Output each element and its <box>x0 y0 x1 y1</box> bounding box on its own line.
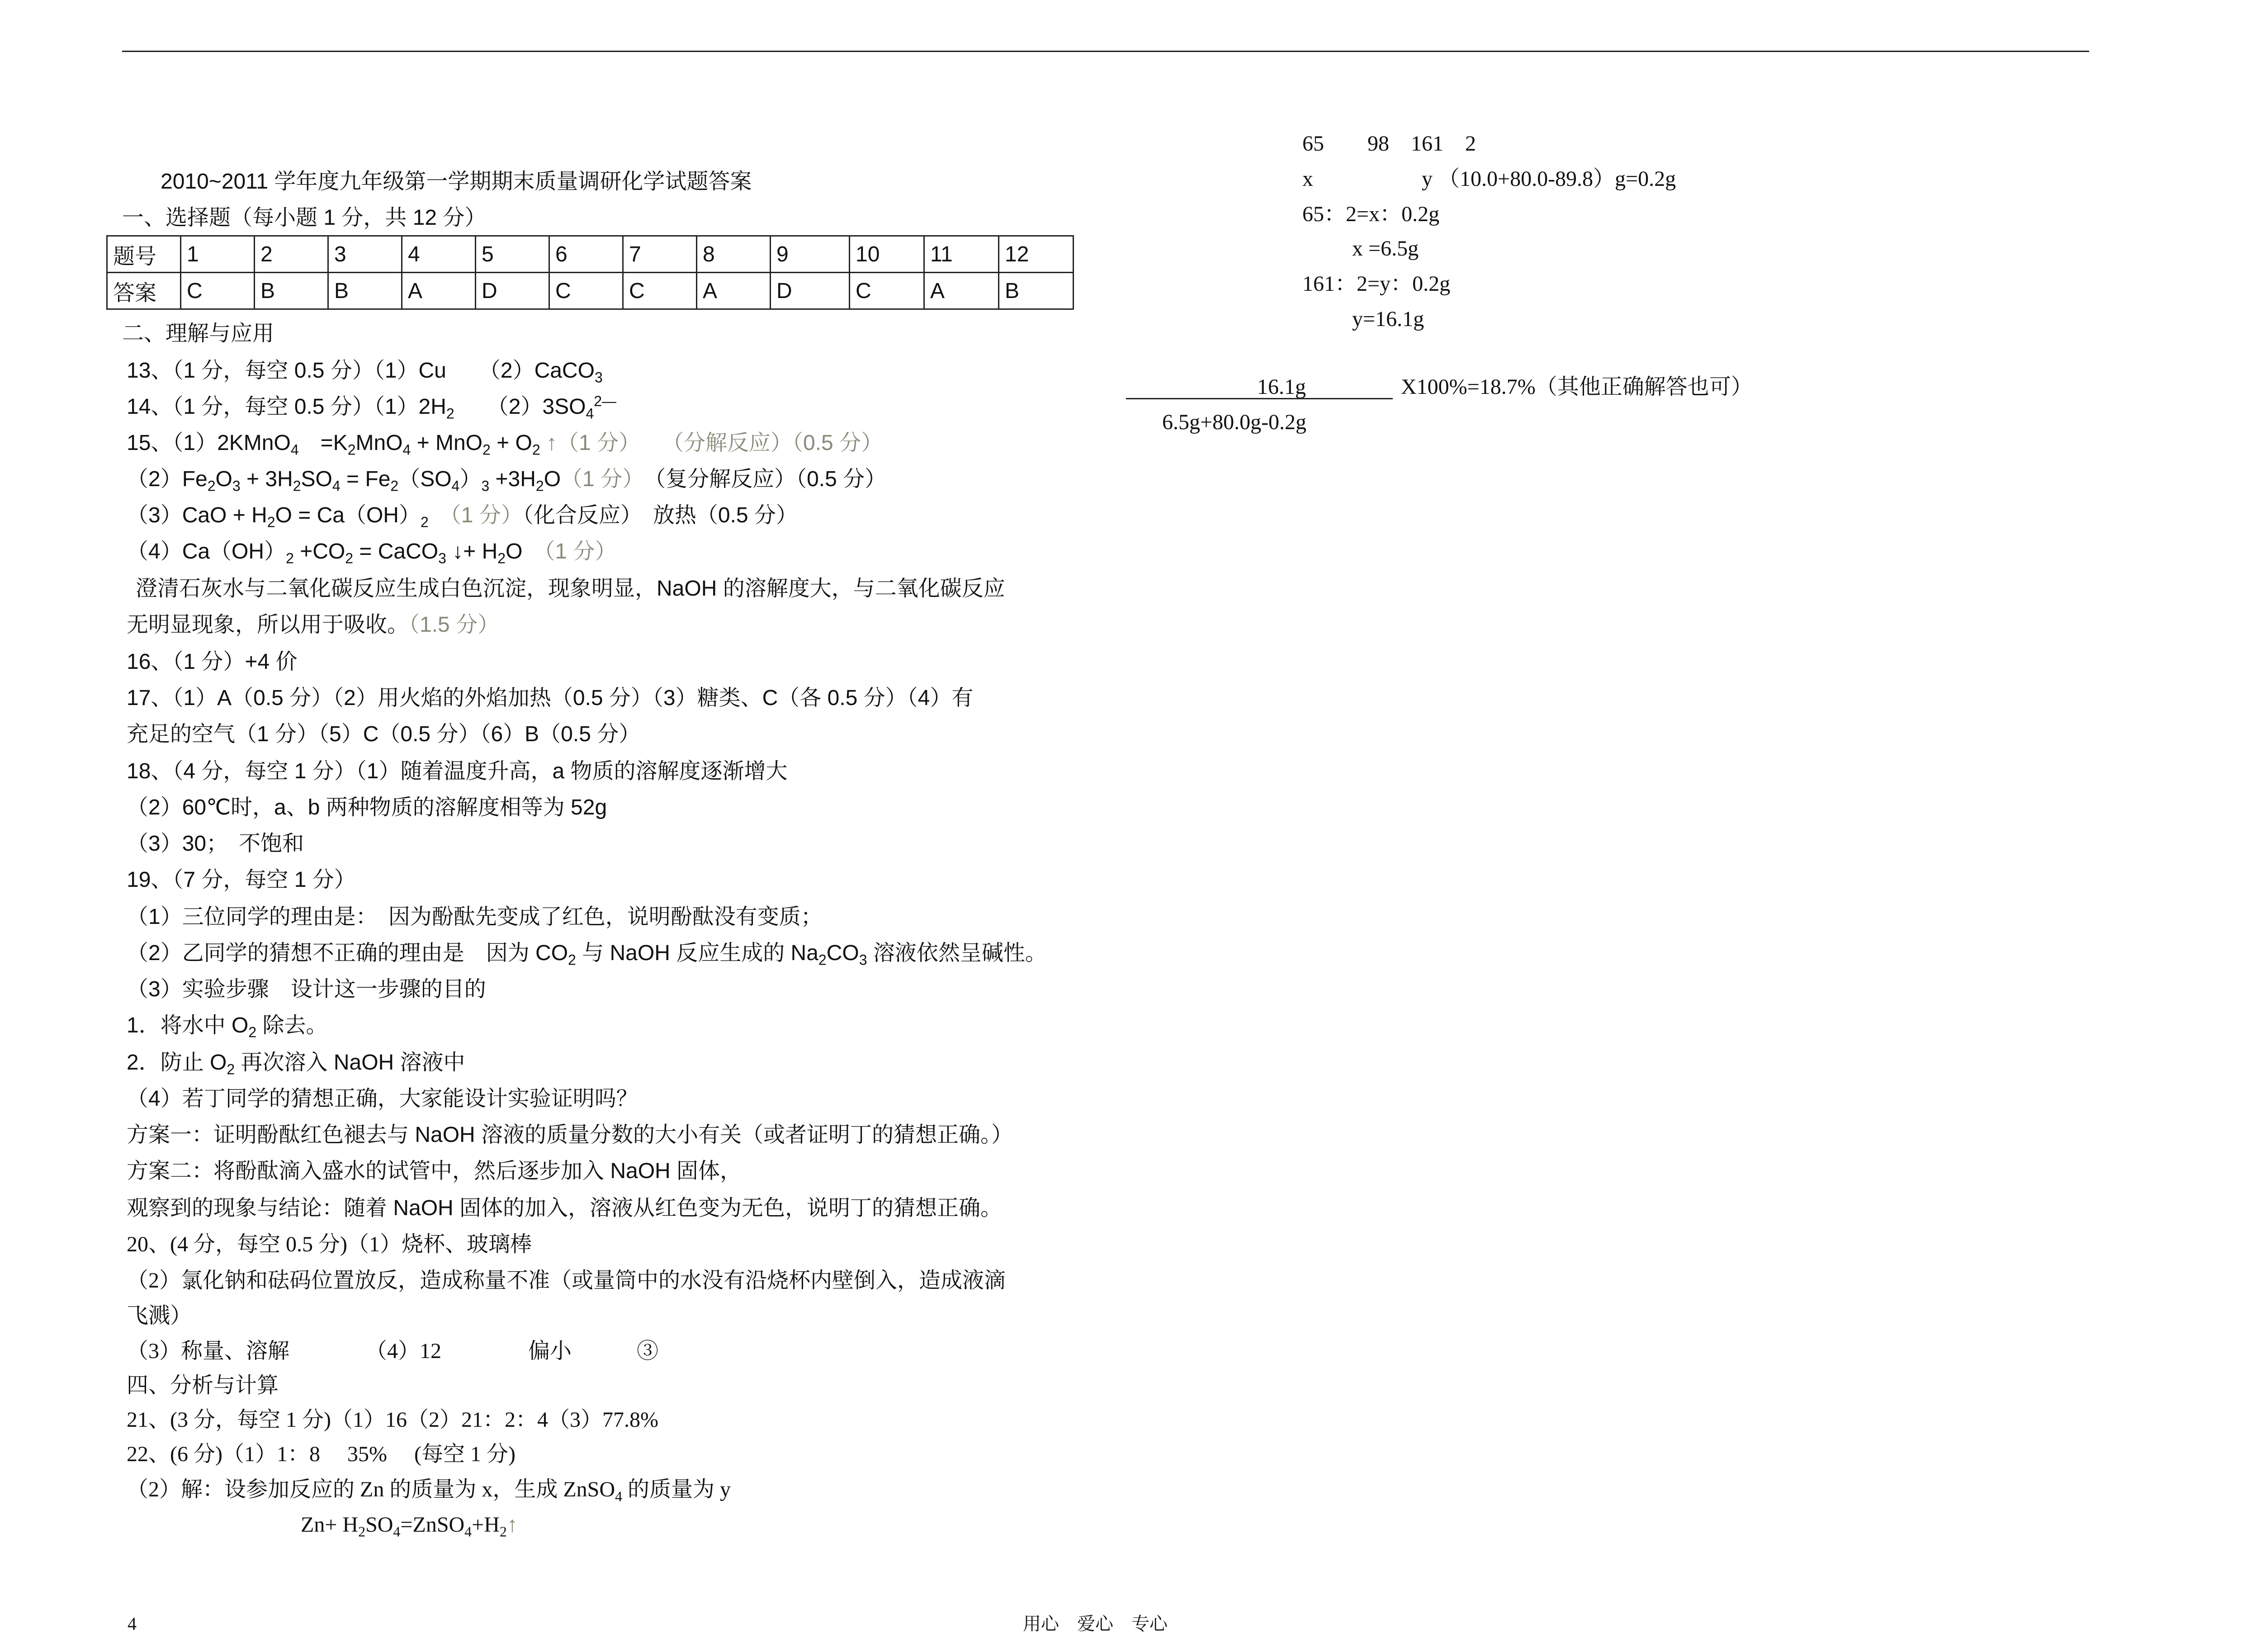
table-cell: C <box>181 273 255 309</box>
table-cell: C <box>549 273 623 309</box>
text: 的质量为 y <box>622 1477 731 1501</box>
table-cell: 12 <box>999 236 1074 273</box>
subscript: 2 <box>497 550 506 567</box>
answer-q17-1: 17、（1）A（0.5 分）（2）用火焰的外焰加热（0.5 分）（3）糖类、C（各 0.5 分）（4）有 <box>127 686 974 710</box>
footer-text: 用心 爱心 专心 <box>1023 1614 1168 1634</box>
text: （复分解反应）（0.5 分） <box>633 467 887 491</box>
text: SO <box>365 1513 393 1537</box>
table-cell: 6 <box>549 236 623 273</box>
text: + 3H <box>240 467 293 491</box>
answer-q15-1 <box>127 430 883 457</box>
subscript: 2 <box>286 550 294 567</box>
answer-q18-1: 18、（4 分，每空 1 分）（1）随着温度升高，a 物质的溶解度逐渐增大 <box>127 759 788 783</box>
answer-q20-3: 飞溅） <box>127 1304 192 1328</box>
text: = Fe <box>340 467 391 491</box>
table-header-label: 题号 <box>107 236 181 273</box>
subscript: 3 <box>859 951 867 968</box>
text: +3H <box>489 467 536 491</box>
text: + O <box>490 431 532 455</box>
table-cell: A <box>697 273 771 309</box>
table-cell: C <box>623 273 697 309</box>
text: ↑（1 分） （分解反应）（0.5 分） <box>540 431 883 455</box>
text: O <box>544 467 561 491</box>
text: 无明显现象，所以用于吸收。 <box>127 613 409 637</box>
section-analysis-heading: 四、分析与计算 <box>127 1373 279 1397</box>
text: 2．防止 O <box>127 1051 227 1075</box>
text: （1 分） <box>544 540 617 563</box>
table-cell: D <box>771 273 850 309</box>
calc-line-2: x y （10.0+80.0-89.8）g=0.2g <box>1302 167 1676 191</box>
table-answer-label: 答案 <box>107 273 181 309</box>
calc-line-4: x =6.5g <box>1352 237 1419 260</box>
text: CO <box>826 941 859 965</box>
text: + MnO <box>411 431 483 455</box>
text: （2）3SO <box>454 395 586 419</box>
subscript: 2 <box>446 405 454 422</box>
table-cell: B <box>255 273 328 309</box>
text: 与 NaOH 反应生成的 Na <box>576 941 818 965</box>
table-cell: 8 <box>697 236 771 273</box>
subscript: 4 <box>332 478 341 494</box>
page-number: 4 <box>128 1614 137 1634</box>
answer-q15-3 <box>127 502 798 529</box>
table-cell: 4 <box>402 236 476 273</box>
table-cell: 3 <box>328 236 402 273</box>
subscript: 2 <box>532 441 540 458</box>
answer-q20-2: （2）氯化钠和砝码位置放反，造成称量不准（或量筒中的水没有沿烧杯内壁倒入，造成液滴 <box>127 1269 1006 1292</box>
table-cell: D <box>476 273 549 309</box>
answer-q19-7: 方案一：证明酚酞红色褪去与 NaOH 溶液的质量分数的大小有关（或者证明丁的猜想正确。） <box>127 1123 1013 1147</box>
answer-q14 <box>127 393 616 421</box>
subscript: 2 <box>227 1061 235 1078</box>
answer-q22-2 <box>127 1476 731 1503</box>
answer-q19-3: （3）实验步骤 设计这一步骤的目的 <box>127 977 486 1001</box>
text: SO <box>301 467 332 491</box>
text: （SO <box>398 467 452 491</box>
text: 15、（1）2KMnO <box>127 431 291 455</box>
subscript: 3 <box>481 478 490 494</box>
calc-line-1: 65 98 161 2 <box>1302 132 1476 156</box>
subscript: 2 <box>347 441 356 458</box>
subscript: 2 <box>499 1523 507 1540</box>
subscript: 4 <box>464 1523 472 1540</box>
calc-line-6: y=16.1g <box>1352 307 1424 331</box>
text: （3）CaO + H <box>127 503 267 527</box>
table-cell: 7 <box>623 236 697 273</box>
subscript: 2 <box>420 514 429 530</box>
text: 溶液依然呈碱性。 <box>867 941 1047 965</box>
subscript: 3 <box>232 478 241 494</box>
text: （化合反应） 放热（0.5 分） <box>522 503 798 527</box>
answer-q18-3: （3）30； 不饱和 <box>127 832 304 856</box>
subscript: 4 <box>451 478 460 494</box>
text: 1．将水中 O <box>127 1013 249 1037</box>
answer-q19-0: 19、（7 分，每空 1 分） <box>127 868 356 892</box>
answer-q19-8: 方案二：将酚酞滴入盛水的试管中，然后逐步加入 NaOH 固体， <box>127 1159 742 1183</box>
answer-q19-6: （4）若丁同学的猜想正确，大家能设计实验证明吗？ <box>127 1087 638 1111</box>
text: O <box>215 467 232 491</box>
text: = CaCO <box>353 540 439 563</box>
answer-q17-2: 充足的空气（1 分）（5）C（0.5 分）（6）B（0.5 分） <box>127 722 641 746</box>
text: Zn+ H <box>301 1513 359 1537</box>
answer-q20-4: （3）称量、溶解 （4）12 偏小 ③ <box>127 1339 659 1363</box>
answer-q22-equation <box>301 1511 518 1538</box>
answer-q15-4 <box>127 538 616 565</box>
subscript: 2 <box>568 951 576 968</box>
answer-q15-6 <box>127 611 499 639</box>
answer-q21: 21、(3 分，每空 1 分)（1）16（2）21：2：4（3）77.8% <box>127 1408 658 1432</box>
table-cell: 1 <box>181 236 255 273</box>
text: MnO <box>355 431 403 455</box>
text: ↓+ H <box>446 540 498 563</box>
table-cell: B <box>328 273 402 309</box>
table-cell: A <box>924 273 999 309</box>
answer-q19-9: 观察到的现象与结论：随着 NaOH 固体的加入，溶液从红色变为无色，说明丁的猜想正确。 <box>127 1196 1003 1220</box>
answer-table <box>106 235 1074 310</box>
subscript: 2 <box>207 478 216 494</box>
answer-q20-1: 20、(4 分，每空 0.5 分)（1）烧杯、玻璃棒 <box>127 1232 532 1256</box>
answer-q22-1: 22、(6 分)（1）1：8 35% (每空 1 分) <box>127 1442 516 1466</box>
subscript: 4 <box>290 441 299 458</box>
answer-q15-2 <box>127 466 886 493</box>
subscript: 2 <box>358 1523 366 1540</box>
fraction-result: X100%=18.7%（其他正确解答也可） <box>1401 375 1753 399</box>
table-cell: 5 <box>476 236 549 273</box>
text: =ZnSO <box>400 1513 465 1537</box>
text: 除去。 <box>256 1013 328 1037</box>
calc-line-5: 161：2=y：0.2g <box>1302 272 1451 296</box>
answer-q19-4 <box>127 1012 328 1039</box>
text: O = Ca（OH） <box>275 503 421 527</box>
text: 14、（1 分，每空 0.5 分）（1）2H <box>127 395 446 419</box>
superscript: 2— <box>594 393 617 409</box>
subscript: 3 <box>594 369 603 386</box>
text: （2）Fe <box>127 467 208 491</box>
answer-q13 <box>127 357 603 384</box>
subscript: 2 <box>267 514 275 530</box>
answer-q19-1: （1）三位同学的理由是： 因为酚酞先变成了红色，说明酚酞没有变质； <box>127 905 823 929</box>
fraction-denominator: 6.5g+80.0g-0.2g <box>1162 410 1307 434</box>
text: 13、（1 分，每空 0.5 分）（1）Cu （2）CaCO <box>127 359 595 383</box>
text: O <box>506 540 523 563</box>
text: （1 分） <box>450 503 523 527</box>
calc-line-3: 65：2=x：0.2g <box>1302 202 1440 226</box>
table-cell: B <box>999 273 1074 309</box>
subscript: 2 <box>293 478 301 494</box>
table-cell: 10 <box>850 236 924 273</box>
subscript: 2 <box>248 1024 257 1041</box>
answer-q16: 16、（1 分）+4 价 <box>127 650 298 674</box>
answer-q19-5 <box>127 1049 465 1076</box>
answer-q18-2: （2）60℃时，a、b 两种物质的溶解度相等为 52g <box>127 795 607 819</box>
text: +CO <box>293 540 345 563</box>
table-cell: 9 <box>771 236 850 273</box>
subscript: 2 <box>535 478 544 494</box>
subscript: 2 <box>345 550 354 567</box>
header-rule <box>122 51 2089 52</box>
table-cell: 11 <box>924 236 999 273</box>
text: （4）Ca（OH） <box>127 540 286 563</box>
table-row-answers <box>107 273 1074 309</box>
subscript: 2 <box>482 441 491 458</box>
answer-q19-2 <box>127 940 1047 967</box>
subscript: 4 <box>402 441 411 458</box>
page-title: 2010~2011 学年度九年级第一学期期末质量调研化学试题答案 <box>161 170 752 194</box>
subscript: 4 <box>586 405 594 422</box>
subscript: 2 <box>818 951 827 968</box>
text: 再次溶入 NaOH 溶液中 <box>235 1051 465 1075</box>
text: ） <box>459 467 482 491</box>
subscript: 3 <box>438 550 446 567</box>
subscript: 4 <box>615 1488 623 1505</box>
text: （1 分） <box>561 467 634 491</box>
fraction-numerator: 16.1g <box>1257 375 1306 399</box>
section-choice-heading: 一、选择题（每小题 1 分，共 12 分） <box>122 206 487 230</box>
answer-q15-5: 澄清石灰水与二氧化碳反应生成白色沉淀，现象明显，NaOH 的溶解度大，与二氧化碳反应 <box>136 577 1005 601</box>
section-understanding-heading: 二、理解与应用 <box>122 322 274 346</box>
text: （2）解：设参加反应的 Zn 的质量为 x，生成 ZnSO <box>127 1477 615 1501</box>
table-cell: A <box>402 273 476 309</box>
text: +H <box>472 1513 500 1537</box>
text: =K <box>298 431 348 455</box>
text: （2）乙同学的猜想不正确的理由是 因为 CO <box>127 941 568 965</box>
table-row-numbers <box>107 236 1074 273</box>
fraction-bar <box>1126 398 1393 399</box>
text: （1.5 分） <box>409 613 500 637</box>
table-cell: C <box>850 273 924 309</box>
subscript: 4 <box>393 1523 401 1540</box>
text: ↑ <box>506 1513 518 1537</box>
subscript: 2 <box>390 478 399 494</box>
table-cell: 2 <box>255 236 328 273</box>
